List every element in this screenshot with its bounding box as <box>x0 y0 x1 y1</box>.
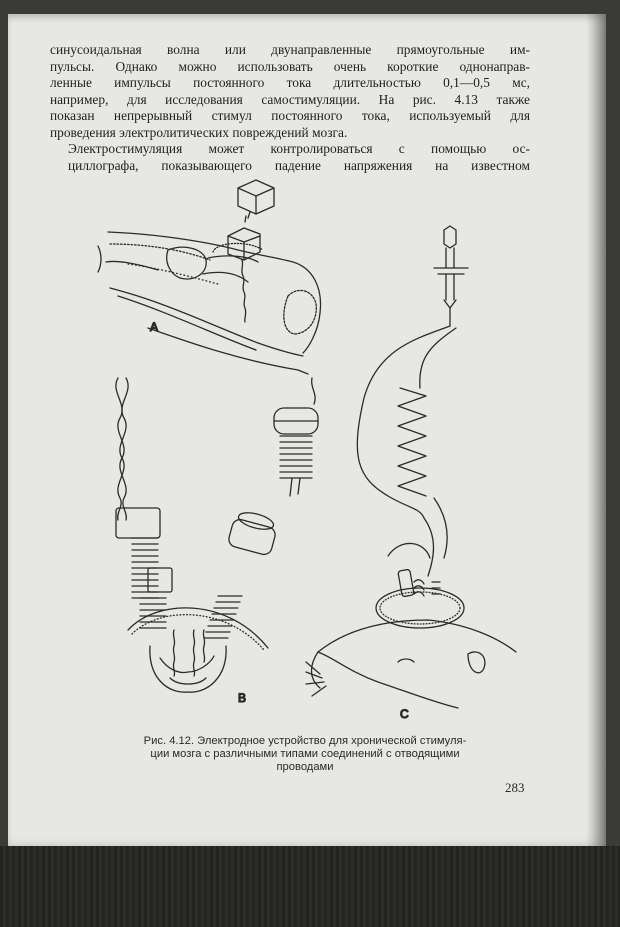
text-line: пульсы. Однако можно использовать очень короткие однонаправ- <box>50 58 530 74</box>
text-line: ленные импульсы постоянного тока длительностью 0,1—0,5 мс, <box>50 75 530 91</box>
panel-c-label: C <box>400 707 409 721</box>
caption-line: проводами <box>276 761 334 773</box>
text-line: например, для исследования самостимуляции. На рис. 4.13 также <box>50 91 530 107</box>
body-paragraph-2 <box>50 141 530 174</box>
caption-line: Рис. 4.12. Электродное устройство для хронической стимуля- <box>143 735 467 747</box>
text-line: циллографа, показывающего падение напряжения на известном <box>68 157 530 173</box>
background-below-page <box>0 846 620 927</box>
caption-line: ции мозга с различными типами соединений с отводящими <box>150 748 460 760</box>
panel-c-drawing <box>306 226 516 708</box>
page-number: 283 <box>505 780 525 795</box>
body-paragraph-1 <box>50 42 530 142</box>
figure-caption <box>100 735 510 774</box>
text-line: показан непрерывный стимул постоянного тока, используемый для <box>50 108 530 124</box>
connector-parts-drawing <box>227 378 318 556</box>
panel-b-label: B <box>238 691 247 705</box>
page-edge-shadow <box>586 14 606 846</box>
text-line: проведения электролитических повреждений мозга. <box>50 124 348 140</box>
panel-b-drawing <box>116 378 268 692</box>
text-line: Электростимуляция может контролироваться с помощью ос- <box>68 141 530 156</box>
panel-a-label: A <box>150 320 159 334</box>
text-line: синусоидальная волна или двунаправленные прямоугольные им- <box>50 42 530 57</box>
electrode-figure <box>88 178 528 723</box>
panel-a-drawing <box>98 180 321 374</box>
